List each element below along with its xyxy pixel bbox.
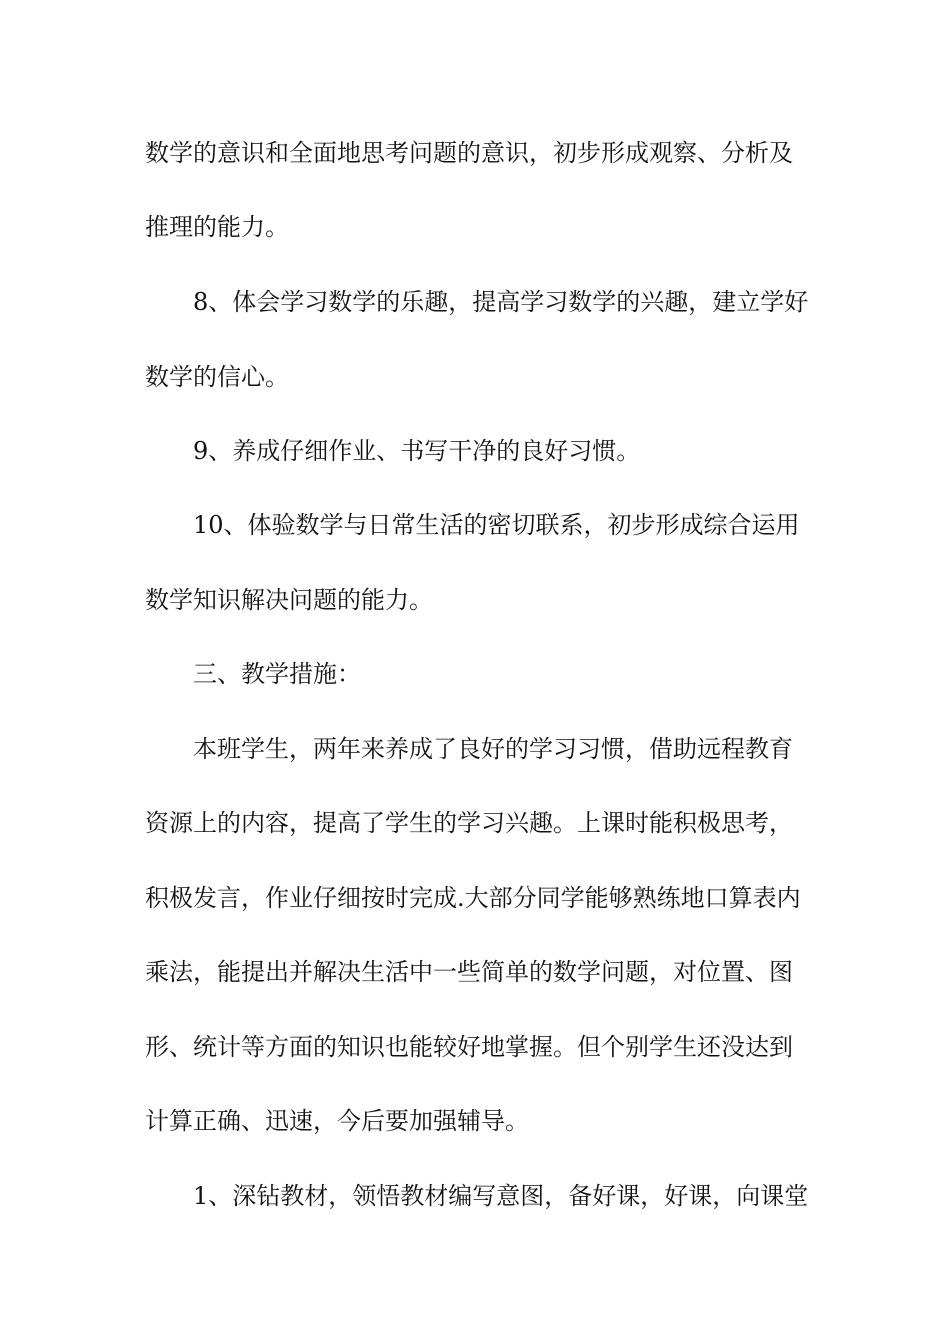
text-line: 形、统计等方面的知识也能较好地掌握。但个别学生还没达到 (145, 1033, 793, 1061)
text-line: 8、体会学习数学的乐趣，提高学习数学的兴趣，建立学好 (193, 288, 809, 316)
text-line: 数学的信心。 (145, 363, 289, 391)
text-line: 计算正确、迅速，今后要加强辅导。 (145, 1107, 529, 1135)
text-line: 积极发言，作业仔细按时完成.大部分同学能够熟练地口算表内 (145, 884, 801, 912)
text-line: 资源上的内容，提高了学生的学习兴趣。上课时能积极思考， (145, 809, 793, 837)
text-line: 1、深钻教材，领悟教材编写意图，备好课，好课，向课堂 (193, 1182, 809, 1210)
text-line: 本班学生，两年来养成了良好的学习习惯，借助远程教育 (193, 735, 793, 763)
text-line: 数学知识解决问题的能力。 (145, 586, 433, 614)
text-line: 10、体验数学与日常生活的密切联系，初步形成综合运用 (193, 511, 800, 539)
text-line: 乘法，能提出并解决生活中一些简单的数学问题，对位置、图 (145, 958, 793, 986)
text-line: 推理的能力。 (145, 213, 289, 241)
text-line: 数学的意识和全面地思考问题的意识，初步形成观察、分析及 (145, 139, 793, 167)
section-heading: 三、教学措施： (193, 660, 361, 688)
text-line: 9、养成仔细作业、书写干净的良好习惯。 (193, 437, 641, 465)
